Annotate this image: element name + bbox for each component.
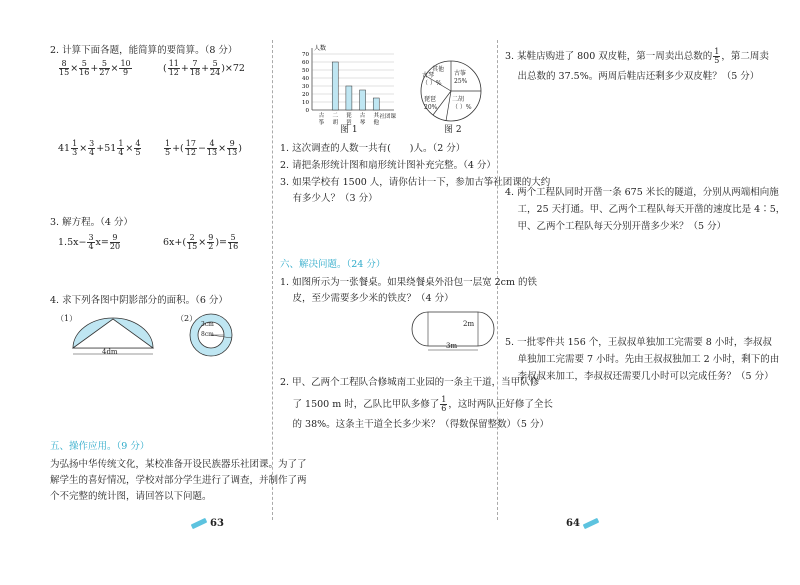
pie-label-other: 其他 (432, 66, 445, 73)
x-tick-label: 古 (318, 113, 325, 119)
p1-line1: 1. 如图所示为一张餐桌。如果绕餐桌外沿包一层宽 2cm 的铁 (280, 277, 537, 288)
p3-line2: 出总数的 37.5%。两周后鞋店还剩多少双皮鞋？（5 分） (505, 71, 760, 82)
x-tick-label: 琴 (359, 120, 366, 126)
p5-line3: 李叔叔来加工，李叔叔还需要几小时可以完成任务？（5 分） (505, 371, 774, 382)
chart-caption-2: 图 2 (444, 125, 462, 135)
q2-title: 2. 计算下面各题，能简算的要简算。（8 分） (50, 45, 238, 56)
chart-q1: 1. 这次调查的人数一共有( )人。（2 分） (280, 143, 466, 154)
y-tick-label: 10 (302, 100, 309, 106)
chart-q2: 2. 请把条形统计图和扇形统计图补充完整。（4 分） (280, 160, 496, 171)
p1-line2: 皮，至少需要多少米的铁皮？（4 分） (280, 293, 454, 304)
fig1-dimension: 4dm (102, 348, 118, 356)
sec5-para-2: 解学生的喜好情况，学校对部分学生进行了调查，并制作了两 (50, 475, 307, 486)
y-tick-label: 0 (305, 108, 309, 114)
p2-line2: 了 1500 m 时，乙队比甲队多修了 $\frac{1}{6}$ ，这时两队正好修了全长 (280, 395, 553, 413)
pie-label-guqin: 古琴 （ ）% (422, 72, 442, 87)
x-tick-label: 筝 (318, 120, 325, 126)
bar-4 (373, 98, 379, 110)
y-tick-label: 60 (302, 60, 309, 66)
pencil-icon (583, 518, 600, 529)
x-axis-label: 社团课 (379, 114, 396, 120)
q3-eq-1: 1.5x− $\frac{3}{4}$ x= $\frac{9}{20}$ (58, 233, 121, 251)
pie-label-erhu: 二胡 （ ）% (452, 96, 472, 111)
x-tick-label: 琵 (346, 113, 352, 119)
p2-line3: 的 38%。这条主干道全长多少米？（得数保留整数）（5 分） (280, 419, 549, 430)
p2-line1: 2. 甲、乙两个工程队合修城南工业园的一条主干道，当甲队修 (280, 377, 540, 388)
x-tick-label: 琶 (346, 120, 352, 126)
sec5-para-1: 为弘扬中华传统文化，某校准备开设民族器乐社团课。为了了 (50, 459, 307, 470)
fig1-label: （1） (56, 314, 78, 323)
fig2-outer-dim: 8cm (201, 331, 214, 338)
q3-title: 3. 解方程。（4 分） (50, 217, 133, 228)
x-tick-label: 胡 (332, 120, 338, 126)
pie-label-pipa: 琵琶 20% (424, 96, 438, 111)
table-width-label: 2m (463, 320, 475, 328)
pie-chart (418, 58, 484, 124)
x-tick-label: 他 (373, 120, 379, 126)
p4-line1: 4. 两个工程队同时开凿一条 675 米长的隧道，分别从两端相向施 (505, 187, 779, 198)
sec5-para-3: 个不完整的统计图，请回答以下问题。 (50, 491, 212, 502)
section-6-title: 六、解决问题。（24 分） (280, 259, 386, 270)
y-axis-label: 人数 (314, 45, 327, 52)
q4-title: 4. 求下列各图中阴影部分的面积。（6 分） (50, 295, 228, 306)
section-5-title: 五、操作应用。（9 分） (50, 441, 150, 452)
chart-caption-1: 图 1 (340, 125, 358, 135)
y-tick-label: 20 (302, 92, 309, 98)
q2-expr-1: $\frac{8}{15}$ × $\frac{5}{16}$ + $\frac{5}{27}$ × $\frac{10}{9}$ (59, 59, 131, 77)
q2-expr-2: ( $\frac{11}{12}$ + $\frac{7}{18}$ + $\frac{5}{24}$ )×72 (163, 59, 245, 77)
p5-line1: 5. 一批零件共 156 个，王叔叔单独加工完需要 8 小时，李叔叔 (505, 337, 772, 348)
bar-1 (332, 62, 338, 110)
p5-line2: 单独加工完需要 7 小时。先由王叔叔独加工 2 小时，剩下的由 (505, 354, 780, 365)
y-tick-label: 30 (302, 84, 309, 90)
x-tick-label: 古 (359, 113, 366, 119)
y-tick-label: 70 (302, 52, 309, 58)
fig2-label: （2） (176, 314, 198, 323)
p3-line1: 3. 某鞋店购进了 800 双皮鞋，第一周卖出总数的 $\frac{1}{5}$ ，第二周卖 (505, 47, 769, 65)
chart-q3-line2: 有多少人？（3 分） (280, 193, 378, 204)
chart-q3-line1: 3. 如果学校有 1500 人，请你估计一下，参加古筝社团课的大约 (280, 177, 551, 188)
q2-expr-3: 41 $\frac{1}{3}$ × $\frac{3}{4}$ +51 $\frac{1}{4}$ × $\frac{4}{5}$ (58, 139, 141, 157)
p4-line2: 工，25 天打通。甲、乙两个工程队每天开凿的速度比是 4∶5， (505, 204, 786, 215)
q3-eq-2: 6x+( $\frac{2}{15}$ × $\frac{9}{2}$ )= $\frac{5}{16}$ (163, 233, 239, 251)
fig2-inner-dim: 3cm (201, 321, 214, 328)
pie-label-guzheng: 古筝 25% (454, 70, 468, 85)
bar-2 (346, 86, 352, 110)
bar-3 (360, 90, 366, 110)
page-number-64: 64 (566, 518, 602, 529)
page-number-63: 63 (188, 518, 224, 529)
y-tick-label: 50 (302, 68, 309, 74)
y-tick-label: 40 (302, 76, 309, 82)
pencil-icon (191, 518, 208, 529)
p4-line3: 甲、乙两个工程队每天分别开凿多少米？（5 分） (505, 221, 727, 232)
q2-expr-4: $\frac{1}{5}$ +( $\frac{17}{12}$ − $\frac{4}{13}$ × $\frac{9}{13}$ ) (165, 139, 242, 157)
table-length-label: 3m (446, 342, 458, 350)
bar-chart (290, 44, 405, 129)
x-tick-label: 二 (332, 113, 338, 119)
column-divider-1 (272, 40, 273, 520)
x-tick-label: 其 (373, 113, 379, 119)
